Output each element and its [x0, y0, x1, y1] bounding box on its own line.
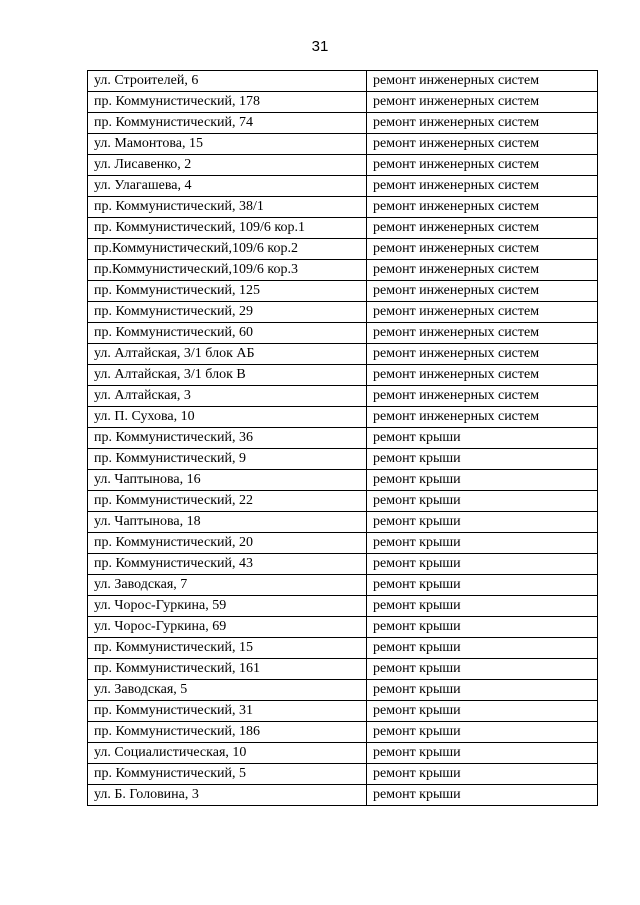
work-type-cell: ремонт крыши [367, 617, 598, 638]
work-type-cell: ремонт крыши [367, 680, 598, 701]
table-row [88, 197, 598, 218]
table-row [88, 680, 598, 701]
address-cell: пр. Коммунистический, 74 [88, 113, 367, 134]
work-type-cell: ремонт крыши [367, 722, 598, 743]
table-row [88, 512, 598, 533]
address-cell: пр. Коммунистический, 20 [88, 533, 367, 554]
address-cell: ул. П. Сухова, 10 [88, 407, 367, 428]
address-cell: пр. Коммунистический, 125 [88, 281, 367, 302]
address-cell: пр. Коммунистический, 60 [88, 323, 367, 344]
work-type-cell: ремонт инженерных систем [367, 281, 598, 302]
address-cell: ул. Улагашева, 4 [88, 176, 367, 197]
table-row [88, 134, 598, 155]
address-cell: ул. Чаптынова, 18 [88, 512, 367, 533]
address-cell: ул. Б. Головина, 3 [88, 785, 367, 806]
address-cell: ул. Алтайская, 3 [88, 386, 367, 407]
address-cell: пр. Коммунистический, 5 [88, 764, 367, 785]
table-row [88, 71, 598, 92]
table-row [88, 554, 598, 575]
work-type-cell: ремонт крыши [367, 533, 598, 554]
address-cell: ул. Социалистическая, 10 [88, 743, 367, 764]
table-row [88, 470, 598, 491]
work-type-cell: ремонт инженерных систем [367, 302, 598, 323]
table-row [88, 743, 598, 764]
table-row [88, 344, 598, 365]
work-type-cell: ремонт инженерных систем [367, 365, 598, 386]
work-type-cell: ремонт крыши [367, 512, 598, 533]
table-row [88, 302, 598, 323]
address-cell: ул. Алтайская, 3/1 блок В [88, 365, 367, 386]
work-type-cell: ремонт крыши [367, 785, 598, 806]
table-row [88, 365, 598, 386]
work-type-cell: ремонт инженерных систем [367, 323, 598, 344]
table-row [88, 785, 598, 806]
work-type-cell: ремонт крыши [367, 638, 598, 659]
work-type-cell: ремонт инженерных систем [367, 92, 598, 113]
work-type-cell: ремонт инженерных систем [367, 407, 598, 428]
work-type-cell: ремонт крыши [367, 659, 598, 680]
address-cell: пр. Коммунистический, 15 [88, 638, 367, 659]
address-cell: пр. Коммунистический, 31 [88, 701, 367, 722]
table-row [88, 113, 598, 134]
address-cell: ул. Чаптынова, 16 [88, 470, 367, 491]
table-row [88, 575, 598, 596]
table-row [88, 638, 598, 659]
work-type-cell: ремонт инженерных систем [367, 176, 598, 197]
table-row [88, 323, 598, 344]
address-cell: ул. Лисавенко, 2 [88, 155, 367, 176]
address-cell: ул. Чорос-Гуркина, 69 [88, 617, 367, 638]
table-row [88, 701, 598, 722]
work-type-cell: ремонт крыши [367, 428, 598, 449]
page-number: 31 [311, 38, 329, 55]
address-cell: пр. Коммунистический, 161 [88, 659, 367, 680]
address-cell: ул. Строителей, 6 [88, 71, 367, 92]
work-type-cell: ремонт инженерных систем [367, 134, 598, 155]
work-type-cell: ремонт инженерных систем [367, 218, 598, 239]
table-row [88, 260, 598, 281]
work-type-cell: ремонт крыши [367, 701, 598, 722]
address-cell: пр. Коммунистический, 109/6 кор.1 [88, 218, 367, 239]
work-type-cell: ремонт крыши [367, 554, 598, 575]
address-cell: пр. Коммунистический, 38/1 [88, 197, 367, 218]
address-work-table [87, 70, 598, 806]
work-type-cell: ремонт инженерных систем [367, 113, 598, 134]
table-row [88, 386, 598, 407]
work-type-cell: ремонт крыши [367, 491, 598, 512]
table-row [88, 428, 598, 449]
work-type-cell: ремонт инженерных систем [367, 197, 598, 218]
work-type-cell: ремонт инженерных систем [367, 344, 598, 365]
address-cell: пр. Коммунистический, 186 [88, 722, 367, 743]
work-type-cell: ремонт инженерных систем [367, 155, 598, 176]
work-type-cell: ремонт крыши [367, 575, 598, 596]
address-cell: ул. Заводская, 7 [88, 575, 367, 596]
table-row [88, 449, 598, 470]
address-cell: ул. Мамонтова, 15 [88, 134, 367, 155]
table-row [88, 218, 598, 239]
address-cell: пр. Коммунистический, 43 [88, 554, 367, 575]
address-cell: пр. Коммунистический, 36 [88, 428, 367, 449]
table-row [88, 155, 598, 176]
work-type-cell: ремонт крыши [367, 449, 598, 470]
address-cell: ул. Заводская, 5 [88, 680, 367, 701]
table-row [88, 239, 598, 260]
work-type-cell: ремонт инженерных систем [367, 386, 598, 407]
work-type-cell: ремонт инженерных систем [367, 260, 598, 281]
address-cell: пр. Коммунистический, 178 [88, 92, 367, 113]
address-cell: ул. Алтайская, 3/1 блок АБ [88, 344, 367, 365]
address-cell: пр. Коммунистический, 29 [88, 302, 367, 323]
table-row [88, 617, 598, 638]
work-type-cell: ремонт инженерных систем [367, 239, 598, 260]
address-cell: пр.Коммунистический,109/6 кор.2 [88, 239, 367, 260]
table-row [88, 176, 598, 197]
address-cell: ул. Чорос-Гуркина, 59 [88, 596, 367, 617]
address-cell: пр. Коммунистический, 9 [88, 449, 367, 470]
table-row [88, 407, 598, 428]
table-row [88, 659, 598, 680]
work-type-cell: ремонт крыши [367, 596, 598, 617]
table-row [88, 281, 598, 302]
table-row [88, 764, 598, 785]
table-row [88, 533, 598, 554]
address-cell: пр.Коммунистический,109/6 кор.3 [88, 260, 367, 281]
table-row [88, 722, 598, 743]
table-row [88, 596, 598, 617]
table-row [88, 92, 598, 113]
table-body [88, 71, 598, 806]
table-row [88, 491, 598, 512]
work-type-cell: ремонт крыши [367, 743, 598, 764]
address-cell: пр. Коммунистический, 22 [88, 491, 367, 512]
work-type-cell: ремонт крыши [367, 764, 598, 785]
work-type-cell: ремонт инженерных систем [367, 71, 598, 92]
work-type-cell: ремонт крыши [367, 470, 598, 491]
